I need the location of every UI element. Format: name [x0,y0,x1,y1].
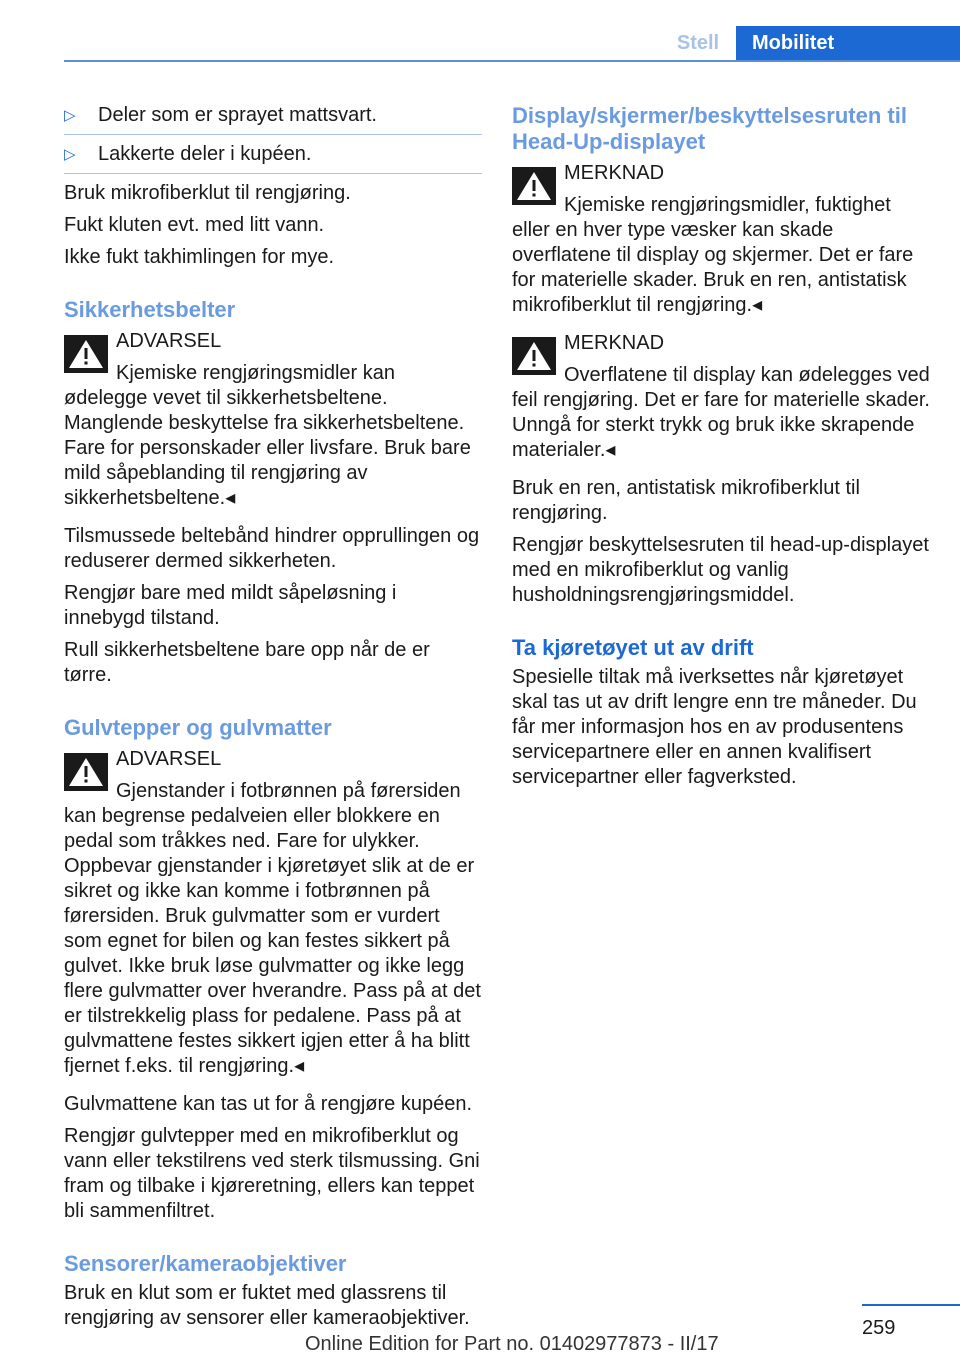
paragraph: Bruk en klut som er fuktet med glassrens til rengjøring av sensorer eller kameraobjektiver. [64,1282,470,1329]
page-number: 259 [862,1317,896,1339]
warning-text: Gjenstander i fotbrønnen på førersiden kan begrense pedalveien eller blokkere en pedal som tråkkes ned. Fare for ulykker. Oppbevar gjenstander i kjøretøyet slik at de er sikret og ikke kan komme i fotbrønnen på førersiden. Bruk gulvmatter som er vurdert som egnet for bilen og kan festes sikkert på gulvet. Ikke bruk løse gulvmatter og ikke legg flere gulvmatter over hverandre. Pass på at det er tilstrekkelig plass for pedalene. Pass på at gulvmattene festes sikkert igjen etter å ha blitt fjernet f.eks. til rengjøring.◂ [64,780,481,1077]
section-heading: Display/skjermer/beskyttelsesruten til Head-Up-displayet [512,103,907,154]
triangle-bullet-icon: ▷ [64,107,76,124]
section-heading: Sikkerhetsbelter [64,297,236,322]
section-heading: Sensorer/kameraobjektiver [64,1251,347,1276]
warning-icon [512,167,556,205]
list-item: ▷ Deler som er sprayet mattsvart. [64,103,482,135]
paragraph: Bruk en ren, antistatisk mikrofiberklut til rengjøring. [512,477,860,524]
notice-text: Overflatene til display kan ødelegges ved feil rengjøring. Det er fare for materielle skader. Unngå for sterkt trykk og bruk ikke skrapende materialer.◂ [512,364,930,461]
paragraph: Fukt kluten evt. med litt vann. [64,214,325,236]
notice-text: Kjemiske rengjøringsmidler, fuktighet eller en hver type væsker kan skade overflatene til display og skjermer. Det er fare for materielle skader. Bruk en ren, antistatisk mikrofiberklut til rengjøring.◂ [512,194,914,316]
paragraph: Spesielle tiltak må iverksettes når kjøretøyet skal tas ut av drift lengre enn tre måneder. Du får mer informasjon hos en av produsentens servicepartnere eller en annen kvalifisert servicepartner eller fagverksted. [512,666,917,788]
warning-block [64,747,482,1079]
notice-title: MERKNAD [564,332,665,354]
section-heading: Gulvtepper og gulvmatter [64,715,332,740]
notice-block [512,331,930,463]
section-heading: Ta kjøretøyet ut av drift [512,635,754,660]
triangle-bullet-icon: ▷ [64,146,76,163]
paragraph: Rengjør beskyttelsesruten til head-up-displayet med en mikrofiberklut og vanlig husholdningsrengjøringsmiddel. [512,534,929,606]
paragraph: Rull sikkerhetsbeltene bare opp når de er tørre. [64,639,430,686]
tab-stell[interactable]: Stell [676,32,720,54]
warning-icon [512,337,556,375]
edition-note: Online Edition for Part no. 01402977873 - II/17 [305,1333,719,1355]
warning-icon [64,335,108,373]
list-item: ▷ Lakkerte deler i kupéen. [64,142,482,174]
paragraph: Ikke fukt takhimlingen for mye. [64,246,335,268]
warning-block [64,329,482,511]
paragraph: Tilsmussede beltebånd hindrer opprullingen og reduserer dermed sikkerheten. [64,525,480,572]
left-column [64,103,482,1338]
footer-divider [862,1304,960,1306]
warning-title: ADVARSEL [116,330,222,352]
notice-block [512,161,930,318]
notice-title: MERKNAD [564,162,665,184]
paragraph: Bruk mikrofiberklut til rengjøring. [64,182,351,204]
right-column [512,103,930,797]
paragraph: Rengjør bare med mildt såpeløsning i innebygd tilstand. [64,582,397,629]
warning-title: ADVARSEL [116,748,222,770]
warning-icon [64,753,108,791]
paragraph: Gulvmattene kan tas ut for å rengjøre kupéen. [64,1093,472,1115]
tab-mobilitet[interactable]: Mobilitet [736,26,960,62]
header-divider [64,60,960,62]
paragraph: Rengjør gulvtepper med en mikrofiberklut og vann eller tekstilrens ved sterk tilsmussing. Gni fram og tilbake i kjøreretning, ellers kan teppet bli sammenfiltret. [64,1125,480,1222]
warning-text: Kjemiske rengjøringsmidler kan ødelegge vevet til sikkerhetsbeltene. Manglende beskyttelse fra sikkerhetsbeltene. Fare for personskader eller livsfare. Bruk bare mild såpeblanding til rengjøring av sikkerhetsbeltene.◂ [64,362,471,509]
